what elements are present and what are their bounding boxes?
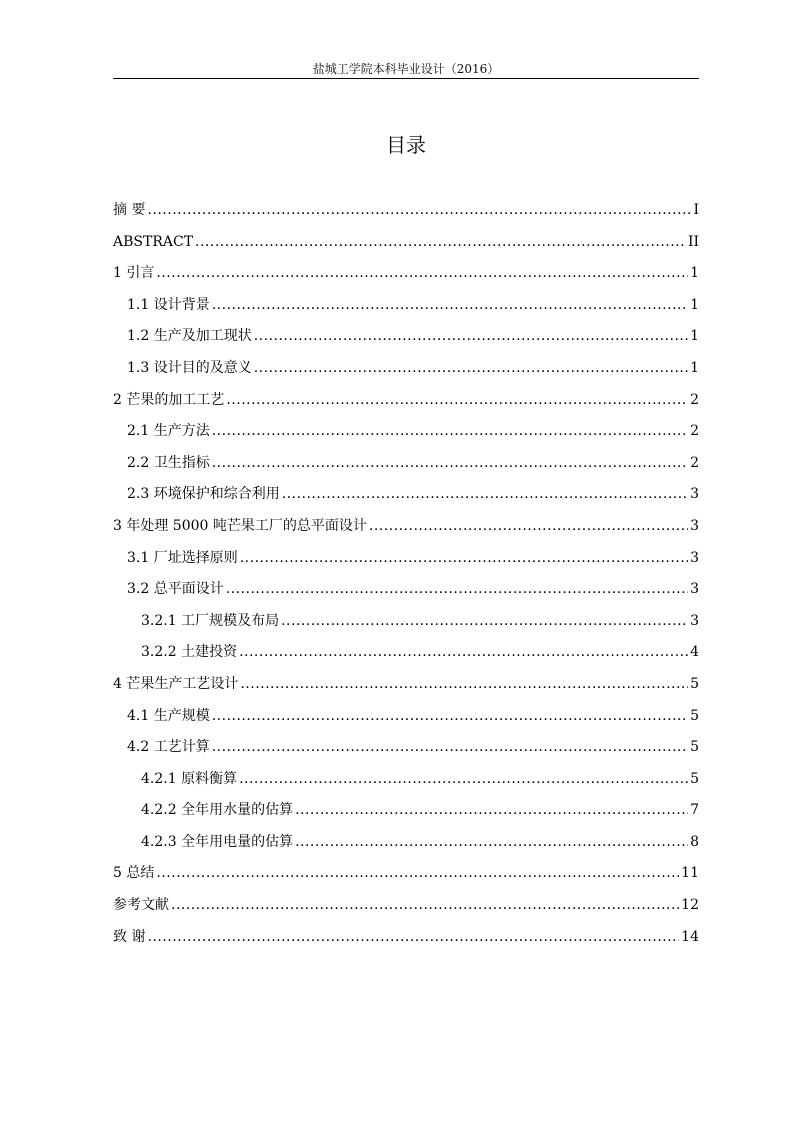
toc-entry[interactable] xyxy=(113,669,699,701)
toc-entry-label: 2 芒果的加工工艺 xyxy=(113,391,225,408)
running-header: 盐城工学院本科毕业设计（2016） xyxy=(312,62,500,76)
toc-entry[interactable] xyxy=(113,448,699,480)
toc-entry-label: 3 年处理 5000 吨芒果工厂的总平面设计 xyxy=(113,517,367,534)
toc-dot-leader xyxy=(240,543,688,575)
toc-entry-page-number: 11 xyxy=(681,865,699,882)
toc-entry-label: 致 谢 xyxy=(113,928,146,945)
toc-entry[interactable] xyxy=(113,227,699,259)
toc-entry-page-number: 1 xyxy=(690,296,699,313)
toc-entry-page-number: I xyxy=(693,202,699,218)
toc-entry-page-number: 8 xyxy=(690,833,699,850)
toc-entry[interactable] xyxy=(113,890,699,922)
toc-entry[interactable] xyxy=(113,732,699,764)
toc-dot-leader xyxy=(156,858,679,890)
toc-entry-page-number: 12 xyxy=(681,897,699,914)
toc-entry-label: 参考文献 xyxy=(113,897,169,914)
toc-dot-leader xyxy=(147,195,691,227)
toc-dot-leader xyxy=(171,890,679,922)
toc-entry-page-number: II xyxy=(687,233,699,250)
toc-entry-page-number: 7 xyxy=(690,802,699,819)
toc-entry-page-number: 4 xyxy=(690,644,699,661)
toc-entry-label: 3.2.2 土建投资 xyxy=(141,644,238,661)
toc-entry-label: 4.1 生产规模 xyxy=(127,707,210,724)
toc-dot-leader xyxy=(212,416,688,448)
toc-entry[interactable] xyxy=(113,511,699,543)
toc-entry-label: 摘 要 xyxy=(113,202,146,218)
toc-entry[interactable] xyxy=(113,764,699,796)
toc-entry[interactable] xyxy=(113,543,699,575)
toc-entry-label: 4.2.2 全年用水量的估算 xyxy=(141,802,294,819)
toc-entry[interactable] xyxy=(113,858,699,890)
toc-dot-leader xyxy=(226,574,688,606)
toc-dot-leader xyxy=(212,701,688,733)
toc-dot-leader xyxy=(212,732,688,764)
toc-dot-leader xyxy=(281,606,688,638)
toc-entry-page-number: 1 xyxy=(690,265,699,282)
toc-entry[interactable] xyxy=(113,701,699,733)
toc-entry[interactable] xyxy=(113,574,699,606)
toc-entry-label: 3.2.1 工厂规模及布局 xyxy=(141,612,280,629)
toc-entry[interactable] xyxy=(113,258,699,290)
toc-entry-label: 5 总结 xyxy=(113,865,155,882)
toc-entry-page-number: 5 xyxy=(690,739,699,756)
toc-entry[interactable] xyxy=(113,385,699,417)
toc-dot-leader xyxy=(212,290,688,322)
toc-dot-leader xyxy=(369,511,688,543)
toc-entry[interactable] xyxy=(113,606,699,638)
toc-entry[interactable] xyxy=(113,290,699,322)
toc-dot-leader xyxy=(295,827,688,859)
toc-entry[interactable] xyxy=(113,479,699,511)
toc-entry-page-number: 3 xyxy=(690,517,699,534)
toc-entry[interactable] xyxy=(113,922,699,954)
toc-entry-label: 4.2 工艺计算 xyxy=(127,739,210,756)
toc-entry[interactable] xyxy=(113,321,699,353)
toc-dot-leader xyxy=(212,448,688,480)
toc-entry-page-number: 3 xyxy=(690,581,699,598)
toc-entry[interactable] xyxy=(113,353,699,385)
toc-entry-label: 4.2.3 全年用电量的估算 xyxy=(141,833,294,850)
toc-dot-leader xyxy=(295,795,688,827)
toc-dot-leader xyxy=(195,227,686,259)
toc-entry-page-number: 1 xyxy=(690,328,699,345)
toc-entry[interactable] xyxy=(113,637,699,669)
toc-dot-leader xyxy=(254,353,688,385)
toc-entry-page-number: 2 xyxy=(690,423,699,440)
toc-entry[interactable] xyxy=(113,795,699,827)
page-title: 目录 xyxy=(386,133,426,157)
toc-entry-label: 3.1 厂址选择原则 xyxy=(127,549,238,566)
toc-entry[interactable] xyxy=(113,827,699,859)
toc-entry-page-number: 5 xyxy=(690,707,699,724)
toc-entry-label: 1.3 设计目的及意义 xyxy=(127,359,252,376)
toc-entry-label: 4.2.1 原料衡算 xyxy=(141,770,238,787)
toc-entry-page-number: 14 xyxy=(681,928,699,945)
toc-entry-label: 1.2 生产及加工现状 xyxy=(127,328,252,345)
header-rule xyxy=(113,78,699,79)
toc-dot-leader xyxy=(239,764,688,796)
toc-dot-leader xyxy=(156,258,688,290)
toc-entry-page-number: 3 xyxy=(690,549,699,566)
toc-entry-label: 2.1 生产方法 xyxy=(127,423,210,440)
toc-entry-page-number: 2 xyxy=(690,454,699,471)
toc-entry-page-number: 2 xyxy=(690,391,699,408)
toc-entry[interactable] xyxy=(113,416,699,448)
toc-entry-label: 1.1 设计背景 xyxy=(127,296,210,313)
toc-entry-page-number: 1 xyxy=(690,359,699,376)
toc-entry-page-number: 5 xyxy=(690,675,699,692)
toc-entry-label: 3.2 总平面设计 xyxy=(127,581,224,598)
toc-entry[interactable] xyxy=(113,195,699,227)
toc-dot-leader xyxy=(239,637,688,669)
toc-dot-leader xyxy=(282,479,688,511)
table-of-contents xyxy=(113,195,699,953)
toc-entry-label: 2.2 卫生指标 xyxy=(127,454,210,471)
toc-entry-label: 4 芒果生产工艺设计 xyxy=(113,675,239,692)
toc-entry-label: 2.3 环境保护和综合利用 xyxy=(127,486,280,503)
toc-entry-label: 1 引言 xyxy=(113,265,155,282)
toc-entry-page-number: 3 xyxy=(690,486,699,503)
toc-dot-leader xyxy=(226,385,688,417)
toc-entry-page-number: 5 xyxy=(690,770,699,787)
toc-entry-page-number: 3 xyxy=(690,612,699,629)
toc-dot-leader xyxy=(147,922,679,954)
toc-dot-leader xyxy=(240,669,688,701)
toc-entry-label: ABSTRACT xyxy=(113,233,194,250)
toc-dot-leader xyxy=(254,321,688,353)
